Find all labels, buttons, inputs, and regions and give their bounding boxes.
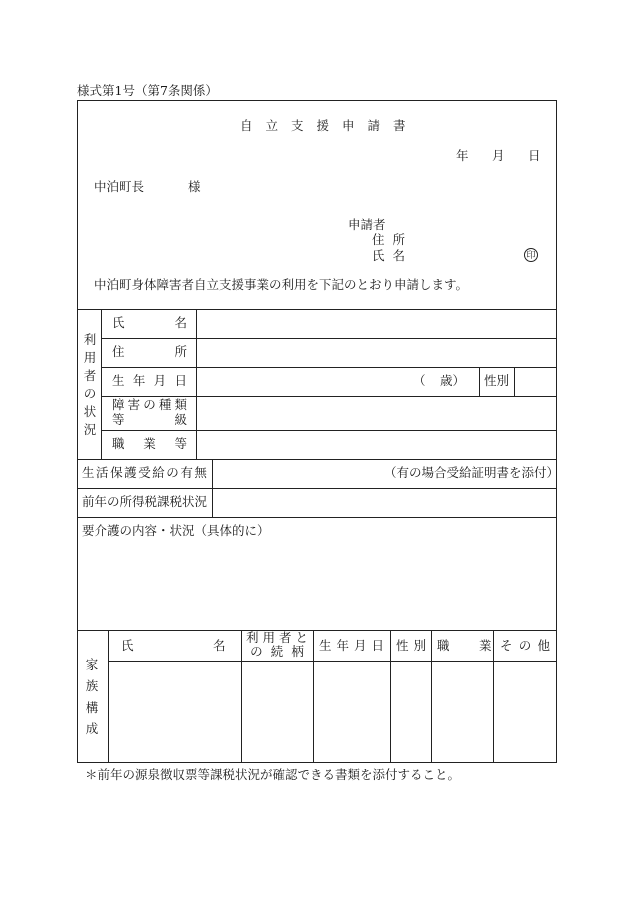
- application-form: [77, 100, 560, 763]
- family-name-header-1: 氏: [121, 638, 134, 653]
- divider: [241, 630, 242, 763]
- divider: [101, 309, 102, 459]
- user-name-label: 氏 名: [112, 315, 187, 330]
- tax-status-label: 前年の所得税課税状況: [82, 494, 208, 509]
- care-details-label: 要介護の内容・状況（具体的に）: [82, 523, 270, 538]
- family-section-label: [84, 655, 100, 737]
- vertical-char: 用: [83, 350, 97, 365]
- divider: [77, 517, 557, 518]
- divider: [77, 488, 557, 489]
- vertical-char: 者: [83, 368, 97, 383]
- divider: [514, 367, 515, 396]
- vertical-char: 状: [83, 404, 97, 419]
- age-suffix: 歳）: [440, 373, 466, 388]
- divider: [77, 630, 557, 631]
- vertical-char: 構: [85, 699, 99, 715]
- vertical-char: 況: [83, 422, 97, 437]
- title-text: 自立支援申請書: [240, 118, 419, 133]
- page-title: [240, 118, 419, 133]
- family-occupation-header-1: 職: [437, 638, 450, 653]
- welfare-label: 生 活 保 護 受 給 の 有 無: [82, 465, 207, 480]
- addressee-honorific: 様: [188, 179, 201, 194]
- vertical-char: 家: [85, 657, 99, 672]
- vertical-char: の: [83, 386, 97, 401]
- family-other-header: そ の 他: [500, 638, 550, 653]
- relation-header-line1: 利 用 者 と: [246, 630, 308, 645]
- form-number: 様式第1号（第7条関係）: [77, 83, 218, 98]
- addressee-mayor: 中泊町長: [94, 179, 145, 194]
- family-occupation-header-2: 業: [479, 638, 492, 653]
- occupation-label: 職 業 等: [112, 436, 187, 451]
- date-year-label: 年: [456, 148, 469, 163]
- divider: [431, 630, 432, 763]
- family-sex-header: 性 別: [396, 638, 426, 653]
- applicant-name-label: 氏名: [372, 248, 414, 263]
- divider: [479, 367, 480, 396]
- sex-label: 性別: [484, 373, 510, 388]
- welfare-note: （有の場合受給証明書を添付）: [384, 465, 560, 480]
- divider: [108, 661, 557, 662]
- divider: [77, 309, 557, 310]
- user-address-label: 住 所: [112, 344, 187, 359]
- footnote: ＊前年の源泉徴収票等課税状況が確認できる書類を添付すること。: [85, 767, 461, 782]
- user-birthdate-label: 生 年 月 日: [112, 373, 187, 388]
- applicant-label: 申請者: [348, 217, 386, 232]
- vertical-char: 族: [85, 678, 99, 694]
- date-month-label: 月: [492, 148, 505, 163]
- divider: [77, 459, 557, 460]
- divider: [101, 430, 557, 431]
- divider: [313, 630, 314, 763]
- divider: [196, 309, 197, 459]
- statement-text: 中泊町身体障害者自立支援事業の利用を下記のとおり申請します。: [94, 277, 469, 292]
- seal-mark: 印: [524, 248, 538, 262]
- divider: [101, 367, 557, 368]
- relation-header-line2: の 続 柄: [250, 644, 304, 659]
- disability-grade-label: 等 級: [112, 412, 187, 427]
- divider: [108, 630, 109, 763]
- applicant-address-label: 住所: [372, 232, 414, 247]
- user-status-section-label: [82, 330, 98, 436]
- age-open: （: [413, 373, 426, 388]
- family-birthdate-header: 生 年 月 日: [319, 638, 384, 653]
- divider: [101, 338, 557, 339]
- date-day-label: 日: [528, 148, 541, 163]
- disability-type-label: 障 害 の 種 類: [112, 397, 187, 412]
- divider: [390, 630, 391, 763]
- divider: [212, 459, 213, 517]
- vertical-char: 成: [85, 720, 99, 736]
- vertical-char: 利: [83, 332, 97, 347]
- divider: [493, 630, 494, 763]
- family-name-header-2: 名: [213, 638, 226, 653]
